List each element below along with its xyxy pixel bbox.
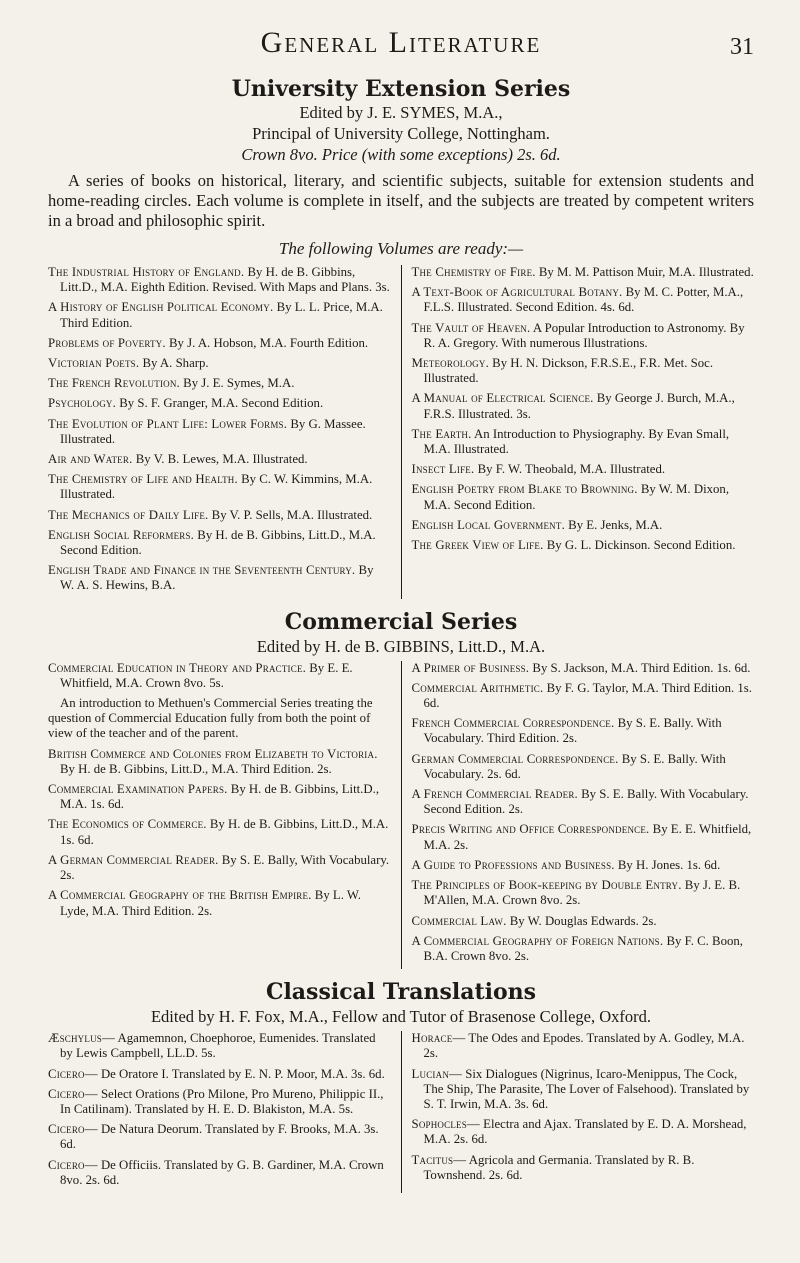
book-title: Horace— xyxy=(411,1031,466,1046)
book-details: By S. Jackson, M.A. Third Edition. 1s. 6d. xyxy=(532,660,751,675)
book-entry xyxy=(412,538,755,553)
book-title: Psychology. xyxy=(48,396,117,411)
book-entry xyxy=(412,681,755,711)
book-entry xyxy=(48,563,391,593)
commercial-editor: Edited by H. de B. GIBBINS, Litt.D., M.A. xyxy=(256,636,546,656)
book-entry xyxy=(412,858,755,873)
classical-left-column xyxy=(48,1031,401,1193)
classical-editor: Edited by H. F. Fox, M.A., Fellow and Tutor of Brasenose College, Oxford. xyxy=(150,1007,652,1027)
book-details: An Introduction to Physiography. By Evan Small, M.A. Illustrated. xyxy=(423,426,730,457)
book-title: British Commerce and Colonies from Elizabeth to Victoria. xyxy=(48,746,378,761)
book-details: By S. F. Granger, M.A. Second Edition. xyxy=(119,396,324,411)
book-entry xyxy=(412,661,755,676)
book-details: By J. E. B. M'Allen, M.A. Crown 8vo. 2s. xyxy=(423,878,741,908)
book-title: A Commercial Geography of the British Empire. xyxy=(48,888,312,903)
book-details: By H. de B. Gibbins, Litt.D., M.A. 1s. 6d. xyxy=(60,817,389,847)
book-title: The Vault of Heaven. xyxy=(411,320,531,335)
book-title: A German Commercial Reader. xyxy=(48,852,219,867)
book-details: By G. L. Dickinson. Second Edition. xyxy=(546,538,736,553)
book-entry xyxy=(48,300,391,330)
book-entry xyxy=(48,853,391,883)
book-title: Commercial Education in Theory and Practice. xyxy=(48,660,307,675)
university-intro: A series of books on historical, literary, and scientific subjects, suitable for extension students and home-reading circles. Each volume is complete in itself, and the subjects are treated by competent writers in a broad and philosophic spirit. xyxy=(48,171,754,230)
book-title: English Trade and Finance in the Seventeenth Century. xyxy=(48,563,356,578)
book-entry xyxy=(412,822,755,852)
book-entry xyxy=(48,817,391,847)
commercial-series-title: Commercial Series xyxy=(284,608,518,635)
book-title: Cicero— xyxy=(48,1086,98,1101)
book-entry xyxy=(412,878,755,908)
book-entry xyxy=(48,1067,391,1082)
book-details: By S. E. Bally, With Vocabulary. 2s. xyxy=(60,852,390,883)
book-details: By J. A. Hobson, M.A. Fourth Edition. xyxy=(169,335,369,350)
book-title: Air and Water. xyxy=(48,452,133,467)
university-format: Crown 8vo. Price (with some exceptions) 2s. 6d. xyxy=(241,145,561,164)
book-details: By S. E. Bally. With Vocabulary. 2s. 6d. xyxy=(423,751,726,781)
book-entry xyxy=(48,1122,391,1152)
book-details: By H. N. Dickson, F.R.S.E., F.R. Met. Soc. Illustrated. xyxy=(423,356,714,386)
university-editor: Edited by J. E. SYMES, M.A., xyxy=(299,103,503,122)
book-details: By L. L. Price, M.A. Third Edition. xyxy=(60,300,383,330)
book-entry xyxy=(412,518,755,533)
book-entry xyxy=(412,462,755,477)
book-title: Commercial Examination Papers. xyxy=(48,782,228,797)
book-entry xyxy=(48,782,391,812)
book-title: The Chemistry of Fire. xyxy=(411,265,536,279)
book-title: Commercial Arithmetic. xyxy=(411,680,544,695)
book-entry xyxy=(412,752,755,782)
book-title: The Mechanics of Daily Life. xyxy=(48,507,209,522)
classical-columns xyxy=(48,1031,754,1193)
book-title: A Text-Book of Agricultural Botany. xyxy=(411,285,623,300)
book-entry xyxy=(48,1031,391,1061)
book-details: By F. W. Theobald, M.A. Illustrated. xyxy=(477,462,666,477)
book-entry xyxy=(412,914,755,929)
book-title: The Chemistry of Life and Health. xyxy=(48,472,238,487)
book-entry xyxy=(48,1158,391,1188)
book-entry xyxy=(412,1031,755,1061)
book-title: Lucian— xyxy=(411,1066,463,1081)
book-title: Cicero— xyxy=(48,1066,98,1081)
book-title: Meteorology. xyxy=(411,356,489,371)
book-entry xyxy=(412,934,755,964)
book-title: The Economics of Commerce. xyxy=(48,817,207,832)
book-title: A Manual of Electrical Science. xyxy=(411,391,594,406)
classical-series-title: Classical Translations xyxy=(265,979,537,1006)
book-title: French Commercial Correspondence. xyxy=(411,716,615,731)
book-title: The Earth. xyxy=(411,426,472,441)
book-details: The Odes and Epodes. Translated by A. Godley, M.A. 2s. xyxy=(423,1031,745,1061)
book-details: By G. Massee. Illustrated. xyxy=(60,416,366,446)
book-title: A Guide to Professions and Business. xyxy=(411,857,615,872)
book-entry xyxy=(48,472,391,502)
book-details: By E. E. Whitfield, M.A. 2s. xyxy=(423,822,752,852)
book-details: By W. Douglas Edwards. 2s. xyxy=(509,913,657,928)
book-entry xyxy=(412,1067,755,1113)
book-title: Sophocles— xyxy=(411,1117,480,1132)
book-details: By H. de B. Gibbins, Litt.D., M.A. Eighth Edition. Revised. With Maps and Plans. 3s. xyxy=(60,265,390,295)
book-details: By S. E. Bally. With Vocabulary. Second Edition. 2s. xyxy=(423,787,749,817)
book-entry xyxy=(412,787,755,817)
book-entry xyxy=(412,482,755,512)
book-entry xyxy=(48,528,391,558)
book-details: By F. C. Boon, B.A. Crown 8vo. 2s. xyxy=(423,933,743,963)
book-details: By A. Sharp. xyxy=(142,356,209,371)
book-entry xyxy=(48,1087,391,1117)
book-entry xyxy=(48,888,391,918)
book-details: An introduction to Methuen's Commercial Series treating the question of Commercial Education fully from both the point of view of the teacher and of the parent. xyxy=(48,696,373,741)
book-details: By W. M. Dixon, M.A. Second Edition. xyxy=(423,482,730,512)
university-columns xyxy=(48,265,754,599)
book-details: A Popular Introduction to Astronomy. By R. A. Gregory. With numerous Illustrations. xyxy=(423,320,745,350)
book-title: Æschylus— xyxy=(48,1031,115,1046)
classical-right-column xyxy=(401,1031,755,1193)
book-title: Cicero— xyxy=(48,1122,98,1137)
book-entry xyxy=(48,356,391,371)
book-title: A Commercial Geography of Foreign Nations. xyxy=(411,933,664,948)
book-details: Select Orations (Pro Milone, Pro Mureno, Philippic II., In Catilinam). Translated by H. E. D. Blakiston, M.A. 5s. xyxy=(60,1086,384,1116)
book-entry xyxy=(412,265,755,280)
book-entry xyxy=(48,747,391,777)
book-title: Problems of Poverty. xyxy=(48,335,166,350)
book-details: By George J. Burch, M.A., F.R.S. Illustrated. 3s. xyxy=(423,391,735,421)
book-title: German Commercial Correspondence. xyxy=(411,751,619,766)
book-title: The Evolution of Plant Life: Lower Forms. xyxy=(48,416,288,431)
book-details: By V. B. Lewes, M.A. Illustrated. xyxy=(135,452,308,467)
book-details: By M. C. Potter, M.A., F.L.S. Illustrated. Second Edition. 4s. 6d. xyxy=(423,285,744,315)
book-details: By F. G. Taylor, M.A. Third Edition. 1s. 6d. xyxy=(423,680,752,711)
university-series-title: University Extension Series xyxy=(231,76,571,102)
book-title: The Principles of Book-keeping by Double Entry. xyxy=(411,878,682,893)
book-entry xyxy=(412,1153,755,1183)
page-number: 31 xyxy=(730,34,754,60)
book-entry xyxy=(48,376,391,391)
ready-label: The following Volumes are ready:— xyxy=(278,239,524,258)
book-title: A Primer of Business. xyxy=(411,660,530,675)
running-head: General Literature xyxy=(260,26,542,59)
book-title: Commercial Law. xyxy=(411,913,507,928)
book-entry xyxy=(412,716,755,746)
book-title: English Local Government. xyxy=(411,517,565,532)
book-details: Six Dialogues (Nigrinus, Icaro-Menippus, The Cock, The Ship, The Parasite, The Lover of Falsehood). Translated by S. T. Irwin, M.A. 3s. 6d. xyxy=(423,1066,750,1111)
book-title: The French Revolution. xyxy=(48,376,180,391)
book-entry xyxy=(412,427,755,457)
book-entry xyxy=(48,396,391,411)
university-affiliation: Principal of University College, Nottingham. xyxy=(252,124,550,143)
book-entry xyxy=(412,321,755,351)
book-details: By H. de B. Gibbins, Litt.D., M.A. Third Edition. 2s. xyxy=(60,761,332,776)
book-title: Precis Writing and Office Correspondence. xyxy=(411,822,650,837)
book-entry xyxy=(48,336,391,351)
book-details: Agamemnon, Choephoroe, Eumenides. Translated by Lewis Campbell, LL.D. 5s. xyxy=(60,1031,376,1061)
book-title: Cicero— xyxy=(48,1157,98,1172)
book-entry xyxy=(412,356,755,386)
book-details: By E. Jenks, M.A. xyxy=(568,517,663,532)
commercial-columns xyxy=(48,661,754,969)
book-details: By L. W. Lyde, M.A. Third Edition. 2s. xyxy=(60,888,362,918)
university-right-column xyxy=(401,265,755,599)
book-title: Insect Life. xyxy=(411,462,475,477)
book-details: By M. M. Pattison Muir, M.A. Illustrated. xyxy=(538,265,754,279)
book-title: The Greek View of Life. xyxy=(411,538,544,553)
book-details: By C. W. Kimmins, M.A. Illustrated. xyxy=(60,472,373,502)
book-entry xyxy=(412,391,755,421)
book-details: By S. E. Bally. With Vocabulary. Third Edition. 2s. xyxy=(423,716,722,746)
book-details: By H. Jones. 1s. 6d. xyxy=(617,857,721,872)
book-entry xyxy=(48,508,391,523)
book-title: English Social Reformers. xyxy=(48,527,195,542)
book-title: The Industrial History of England. xyxy=(48,265,245,279)
book-details: Electra and Ajax. Translated by E. D. A. Morshead, M.A. 2s. 6d. xyxy=(423,1117,747,1147)
book-title: A French Commercial Reader. xyxy=(411,787,578,802)
book-entry xyxy=(48,661,391,691)
book-details: By H. de B. Gibbins, Litt.D., M.A. Second Edition. xyxy=(60,527,376,558)
book-details: De Natura Deorum. Translated by F. Brooks, M.A. 3s. 6d. xyxy=(60,1122,379,1152)
book-details: By V. P. Sells, M.A. Illustrated. xyxy=(211,507,373,522)
book-title: Victorian Poets. xyxy=(48,356,140,371)
commercial-left-column xyxy=(48,661,401,969)
book-details: De Officiis. Translated by G. B. Gardiner, M.A. Crown 8vo. 2s. 6d. xyxy=(60,1157,384,1187)
book-details: Agricola and Germania. Translated by R. B. Townshend. 2s. 6d. xyxy=(423,1152,695,1182)
book-title: English Poetry from Blake to Browning. xyxy=(411,482,638,497)
book-entry xyxy=(412,285,755,315)
book-details: By J. E. Symes, M.A. xyxy=(183,376,295,391)
book-details: By W. A. S. Hewins, B.A. xyxy=(60,563,374,593)
book-title: Tacitus— xyxy=(411,1152,467,1167)
book-entry xyxy=(48,417,391,447)
book-entry xyxy=(48,452,391,467)
book-entry xyxy=(48,265,391,295)
university-left-column xyxy=(48,265,401,599)
book-details: De Oratore I. Translated by E. N. P. Moor, M.A. 3s. 6d. xyxy=(100,1066,385,1081)
book-details: By E. E. Whitfield, M.A. Crown 8vo. 5s. xyxy=(60,660,353,690)
commercial-right-column xyxy=(401,661,755,969)
book-details: By H. de B. Gibbins, Litt.D., M.A. 1s. 6d. xyxy=(60,782,380,812)
book-title: A History of English Political Economy. xyxy=(48,300,274,315)
book-entry xyxy=(48,696,391,742)
book-entry xyxy=(412,1117,755,1147)
